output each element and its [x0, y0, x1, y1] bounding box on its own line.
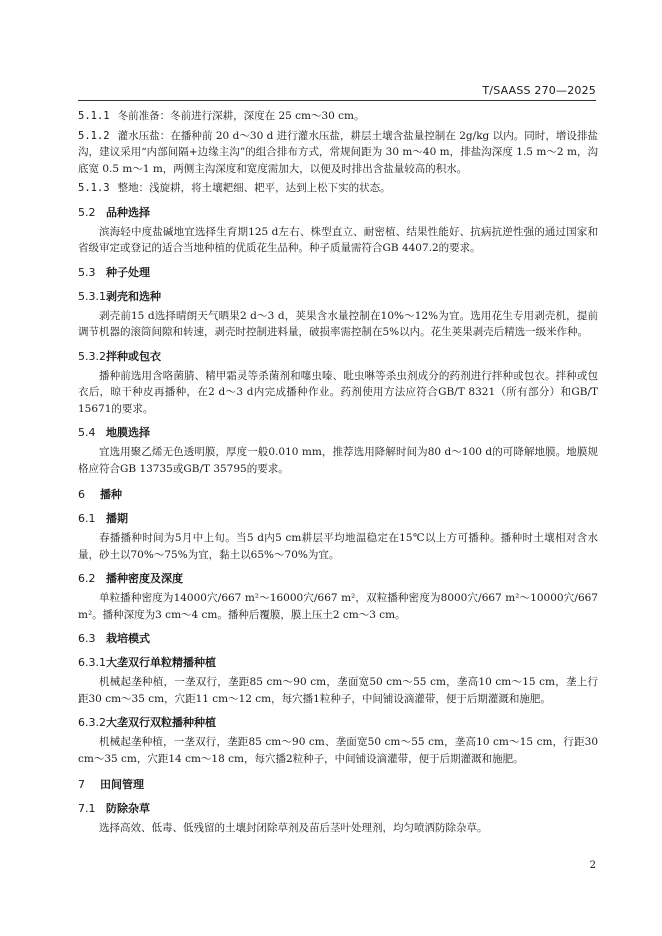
body-paragraph: 选择高效、低毒、低残留的土壤封闭除草剂及苗后茎叶处理剂，均匀喷洒防除杂草。 — [99, 822, 488, 834]
heading-number: 6.1 — [78, 512, 96, 525]
section-heading — [78, 801, 598, 817]
section-heading — [78, 571, 598, 587]
heading-title: 种子处理 — [106, 265, 150, 279]
body-paragraph: 滨海轻中度盐碱地宜选择生育期125 d左右、株型直立、耐密植、结果性能好、抗病抗逆性强的通过国家和省级审定或登记的适合当地种植的优质花生品种。种子质量需符合GB 4407.2的要求。 — [78, 225, 598, 254]
section-heading — [78, 511, 598, 527]
heading-title: 大垄双行单粒精播种植 — [106, 656, 216, 669]
heading-number: 7.1 — [78, 802, 96, 815]
heading-number: 7 — [78, 778, 85, 791]
section-heading — [78, 349, 598, 365]
heading-number: 6.3.1 — [78, 656, 106, 669]
clause-paragraph — [78, 128, 598, 178]
section-heading — [78, 631, 598, 647]
heading-number: 6.3.2 — [78, 716, 106, 729]
heading-number: 5.4 — [78, 426, 96, 439]
heading-title: 田间管理 — [100, 778, 144, 791]
heading-number: 6.2 — [78, 572, 96, 585]
heading-number: 5.3.1 — [78, 289, 106, 303]
page-number: 2 — [589, 860, 596, 871]
heading-title: 播期 — [106, 512, 128, 525]
section-heading — [78, 715, 598, 731]
clause-paragraph — [78, 180, 598, 197]
heading-title: 品种选择 — [106, 205, 150, 219]
clause-number: 5.1.2 — [78, 129, 110, 142]
chapter-heading — [78, 487, 598, 503]
heading-number: 6.3 — [78, 632, 96, 645]
section-heading — [78, 425, 598, 441]
clause-text: 整地：浅旋耕，将土壤耙细、耙平，达到上松下实的状态。 — [117, 182, 391, 194]
clause-number: 5.1.3 — [78, 182, 110, 194]
body-paragraph: 宜选用聚乙烯无色透明膜，厚度一般0.010 mm，推荐选用降解时间为80 d～100 d的可降解地膜。地膜规格应符合GB 13735或GB/T 35795的要求。 — [78, 446, 598, 475]
heading-number: 5.3 — [78, 265, 96, 279]
section-heading — [78, 205, 598, 221]
clause-text: 灌水压盐：在播种前 20 d～30 d 进行灌水压盐，耕层土壤含盐量控制在 2g/kg 以内。同时，增设排盐沟，建议采用“内部间隔+边缘主沟”的组合排布方式，常规间距为 30 m～40 m，排盐沟深度 1.5 m～2 m，沟底宽 0.5 m～1 m，两侧主沟深度和宽度需加大，以便及时排出含盐量较高的积水。 — [78, 129, 598, 175]
body-paragraph: 剥壳前15 d选择晴朗天气晒果2 d～3 d，荚果含水量控制在10%～12%为宜。选用花生专用剥壳机，提前调节机器的滚筒间隙和转速，剥壳时控制进料量，破损率需控制在5%以内。花生荚果剥壳后精选一级米作种。 — [78, 309, 598, 338]
body-paragraph: 机械起垄种植，一垄双行，垄距85 cm～90 cm，垄面宽50 cm～55 cm，垄高10 cm～15 cm，垄上行距30 cm～35 cm，穴距11 cm～12 cm，每穴播1粒种子，中间铺设滴灌带，便于后期灌溉和施肥。 — [78, 676, 598, 705]
clause-number: 5.1.1 — [78, 110, 110, 122]
section-heading — [78, 265, 598, 281]
heading-title: 播种密度及深度 — [106, 572, 183, 585]
body-paragraph: 春播播种时间为5月中上旬。当5 d内5 cm耕层平均地温稳定在15℃以上方可播种。播种时土壤相对含水量，砂土以70%～75%为宜，黏土以65%～70%为宜。 — [78, 532, 598, 561]
heading-title: 播种 — [100, 488, 122, 501]
body-paragraph: 机械起垄种植，一垄双行，垄距85 cm～90 cm、垄面宽50 cm～55 cm，垄高10 cm～15 cm，行距30 cm～35 cm，穴距14 cm～18 cm，每穴播2粒种子，中间铺设滴灌带，便于后期灌溉和施肥。 — [78, 736, 598, 765]
chapter-heading — [78, 777, 598, 793]
heading-title: 防除杂草 — [106, 802, 150, 815]
header-rule — [78, 100, 596, 101]
body-paragraph: 播种前选用含咯菌腈、精甲霜灵等杀菌剂和噻虫嗪、吡虫啉等杀虫剂成分的药剂进行拌种或包衣。拌种或包衣后，晾干种皮再播种，在2 d～3 d内完成播种作业。药剂使用方法应符合GB/T 8321（所有部分）和GB/T 15671的要求。 — [78, 369, 598, 415]
heading-number: 5.2 — [78, 205, 96, 219]
heading-number: 5.3.2 — [78, 349, 106, 363]
heading-title: 地膜选择 — [106, 426, 150, 439]
standard-code: T/SAASS 270—2025 — [482, 84, 596, 97]
section-heading — [78, 289, 598, 305]
document-body — [78, 108, 598, 837]
heading-title: 剥壳和选种 — [106, 289, 161, 303]
heading-title: 大垄双行双粒播种种植 — [106, 716, 216, 729]
section-heading — [78, 655, 598, 671]
clause-paragraph — [78, 108, 598, 125]
body-paragraph: 单粒播种密度为14000穴/667 m²～16000穴/667 m²，双粒播种密度为8000穴/667 m²～10000穴/667 m²。播种深度为3 cm～4 cm。播种后覆膜，膜上压土2 cm～3 cm。 — [78, 592, 598, 621]
clause-text: 冬前准备：冬前进行深耕，深度在 25 cm～30 cm。 — [117, 110, 365, 122]
heading-title: 拌种或包衣 — [106, 349, 161, 363]
heading-number: 6 — [78, 488, 85, 501]
heading-title: 栽培模式 — [106, 632, 150, 645]
